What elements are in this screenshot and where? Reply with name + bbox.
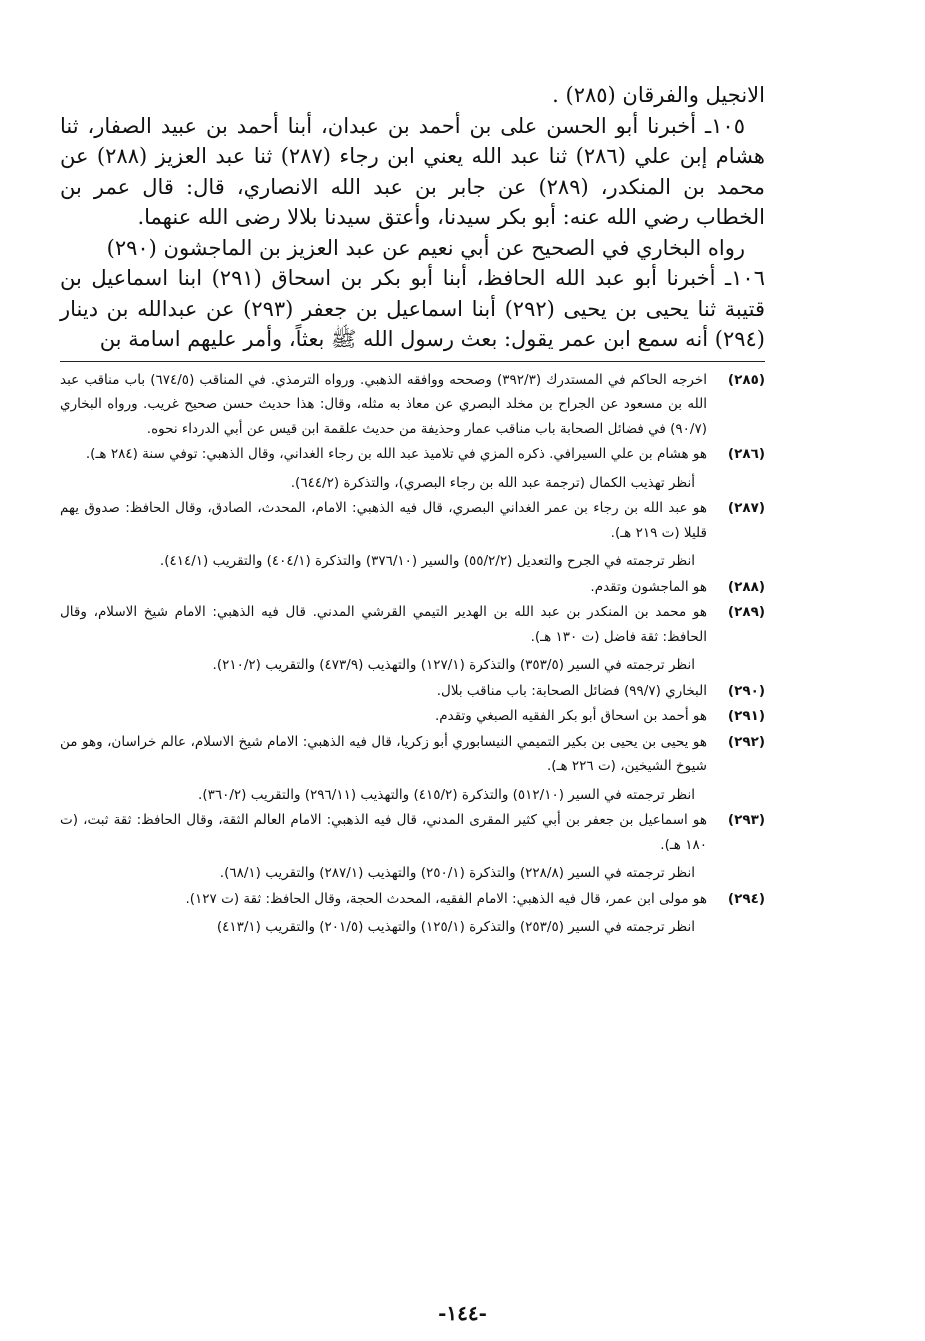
footnote-reference: انظر ترجمته في الجرح والتعديل (٥٥/٢/٢) والسير (٣٧٦/١٠) والتذكرة (٤٠٤/١) والتقريب (٤١٤/١).	[159, 553, 695, 569]
footnote-text: اخرجه الحاكم في المستدرك (٣٩٢/٣) وصححه ووافقه الذهبي. ورواه الترمذي. في المناقب (٦٧٤/٥) باب مناقب عبد الله بن مسعود عن الجراح بن مخلد البصري عن معاذ به مثله، وقال: هذا حديث حسن صحيح غريب. ورواه البخاري (٩٠/٧) في فضائل الصحابة باب مناقب عمار وحذيفة من حديث علقمة ابن قيس عن أبي الدرداء نحوه.	[60, 371, 707, 437]
footnote	[60, 704, 765, 729]
footnote-reference: انظر ترجمته في السير (٢٢٨/٨) والتذكرة (٢٥٠/١) والتهذيب (٢٨٧/١) والتقريب (٦٨/١).	[219, 865, 695, 881]
page-content	[60, 80, 765, 1280]
footnote-number: (٢٩١)	[727, 708, 765, 724]
footnote-text: البخاري (٩٩/٧) فضائل الصحابة: باب مناقب بلال.	[436, 682, 707, 699]
footnote-text: هو الماجشون وتقدم.	[590, 578, 707, 595]
main-paragraph: ١٠٥ـ أخبرنا أبو الحسن على بن أحمد بن عبدان، أبنا أحمد بن عبيد الصفار، ثنا هشام إبن علي (٢٨٦) ثنا عبد الله يعني ابن رجاء (٢٨٧) ثنا عبد العزيز (٢٨٨) عن محمد بن المنكدر، (٢٨٩) عن جابر بن عبد الله الانصاري، قال: قال عمر بن الخطاب رضي الله عنه: أبو بكر سيدنا، وأعتق سيدنا بلالا رضى الله عنهما.	[60, 113, 766, 229]
footnotes	[60, 368, 765, 940]
footnote-text: هو محمد بن المنكدر بن عبد الله بن الهدير التيمي القرشي المدني. قال فيه الذهبي: الامام شيخ الاسلام، وقال الحافظ: ثقة فاضل (ت ١٣٠ هـ).	[60, 604, 707, 645]
main-paragraph: ١٠٦ـ أخبرنا أبو عبد الله الحافظ، أبنا أبو بكر بن اسحاق (٢٩١) ابنا اسماعيل بن قتيبة ثنا يحيى بن يحيى (٢٩٢) أبنا اسماعيل بن جعفر (٢٩٣) عن عبدالله بن دينار (٢٩٤) أنه سمع ابن عمر يقول: بعث رسول الله ﷺ بعثاً، وأمر عليهم اسامة بن	[60, 266, 765, 351]
footnote-text: هو عبد الله بن رجاء بن عمر الغداني البصري، قال فيه الذهبي: الامام، المحدث، الصادق، وقال الحافظ: صدوق يهم قليلا (ت ٢١٩ هـ).	[60, 500, 707, 541]
footnote-number: (٢٩٠)	[727, 682, 765, 699]
footnote	[60, 496, 765, 574]
footnote-number: (٢٨٥)	[727, 371, 765, 388]
footnote-text: هو مولى ابن عمر، قال فيه الذهبي: الامام الفقيه، المحدث الحجة، وقال الحافظ: ثقة (ت ١٢٧).	[185, 890, 707, 907]
page-number: -١٤٤-	[438, 1301, 487, 1325]
footnote	[60, 808, 765, 886]
footnote	[60, 600, 765, 678]
footnote-number: (٢٨٩)	[727, 604, 765, 620]
footnote-reference: انظر ترجمته في السير (٥١٢/١٠) والتذكرة (٤١٥/٢) والتهذيب (٢٩٦/١١) والتقريب (٣٦٠/٢).	[198, 786, 695, 803]
main-text	[60, 80, 765, 355]
footnote	[60, 575, 765, 600]
main-paragraph: الانجيل والفرقان (٢٨٥) .	[552, 83, 765, 107]
footnote-text: هو يحيى بن يحيى بن بكير التميمي النيسابوري أبو زكريا، قال فيه الذهبي: الامام شيخ الاسلام، عالم خراسان، وهو من شيوخ الشيخين، (ت ٢٢٦ هـ).	[60, 733, 707, 774]
footnote	[60, 887, 765, 940]
footnote-text: هو هشام بن علي السيرافي. ذكره المزي في تلاميذ عبد الله بن رجاء الغداني، وقال الذهبي: توفي سنة (٢٨٤ هـ).	[85, 446, 707, 462]
footnote-reference: انظر ترجمته في السير (٢٥٣/٥) والتذكرة (١٢٥/١) والتهذيب (٢٠١/٥) والتقريب (٤١٣/١)	[216, 919, 695, 935]
footnote-reference: انظر ترجمته في السير (٣٥٣/٥) والتذكرة (١٢٧/١) والتهذيب (٤٧٣/٩) والتقريب (٢١٠/٢).	[212, 657, 695, 673]
footnote-reference: أنظر تهذيب الكمال (ترجمة عبد الله بن رجاء البصري)، والتذكرة (٦٤٤/٢).	[290, 474, 695, 491]
main-paragraph: رواه البخاري في الصحيح عن أبي نعيم عن عبد العزيز بن الماجشون (٢٩٠)	[106, 235, 745, 260]
footnote	[60, 442, 765, 495]
footnote	[60, 679, 765, 704]
footnote-text: هو اسماعيل بن جعفر بن أبي كثير المقرى المدني، قال فيه الذهبي: الامام العالم الثقة، وقال الحافظ: ثقة ثبت، (ت ١٨٠ هـ).	[60, 812, 707, 853]
footnote-number: (٢٨٦)	[727, 446, 765, 462]
footnote-number: (٢٨٧)	[727, 500, 765, 516]
footnote	[60, 368, 765, 442]
footnote-number: (٢٩٣)	[727, 812, 765, 828]
footnote-number: (٢٩٢)	[727, 733, 765, 750]
footnote-number: (٢٨٨)	[727, 578, 765, 595]
footnote-separator	[60, 361, 765, 362]
footnote-number: (٢٩٤)	[727, 890, 765, 907]
footnote	[60, 730, 765, 808]
footnote-text: هو أحمد بن اسحاق أبو بكر الفقيه الصبغي وتقدم.	[434, 708, 707, 724]
